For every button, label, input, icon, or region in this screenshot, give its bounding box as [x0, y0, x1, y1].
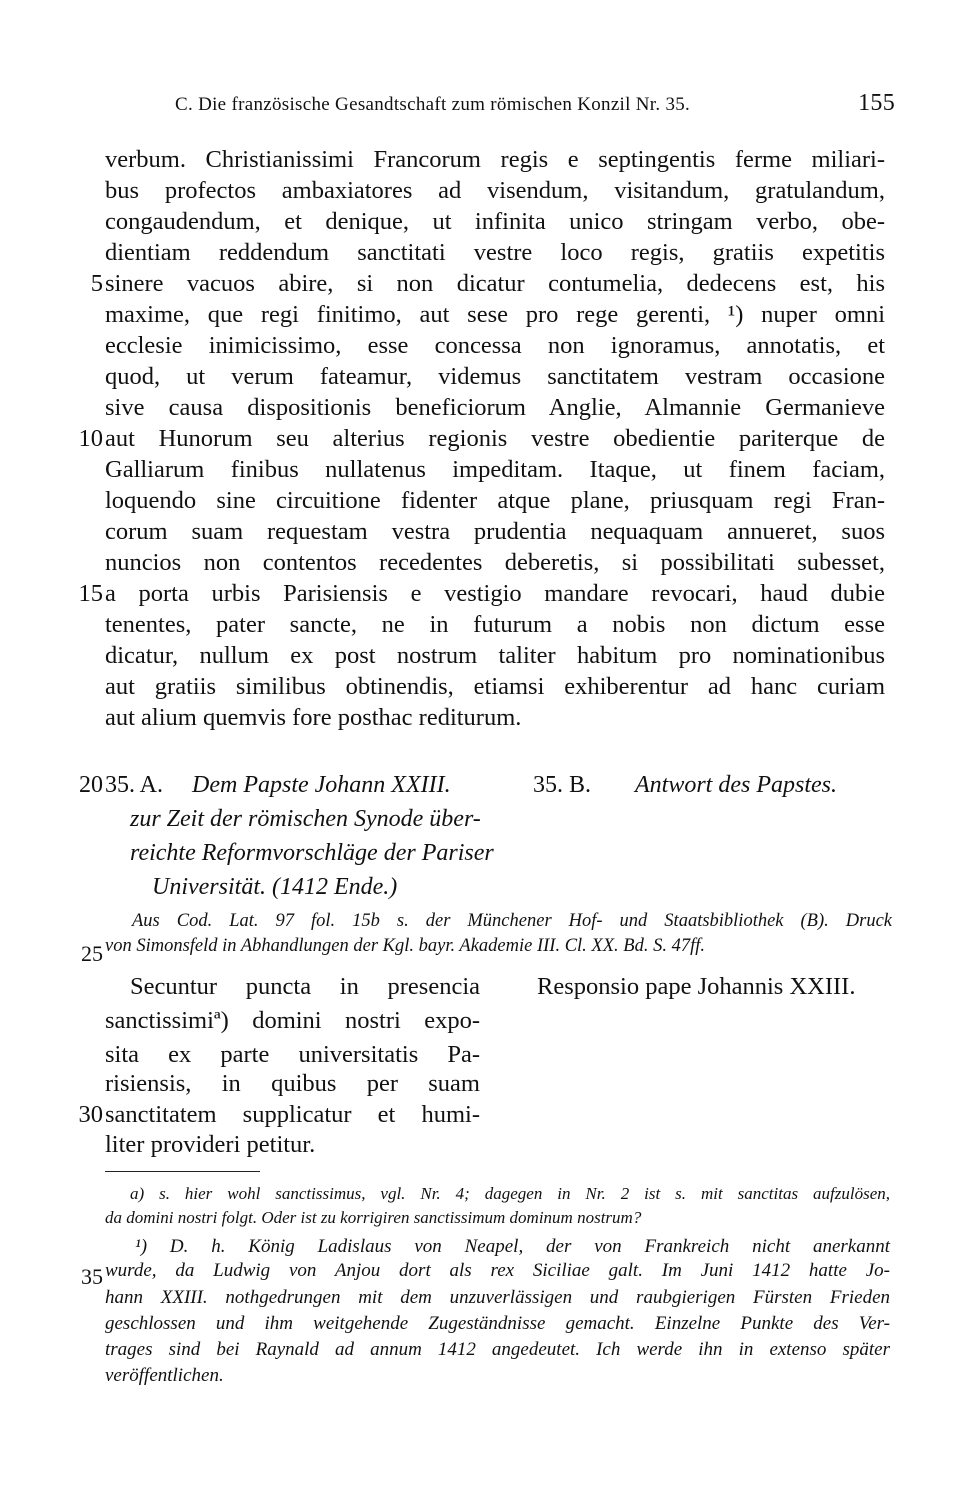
text-line: ecclesie inimicissimo, esse concessa non ignoramus, annotatis, et: [105, 332, 885, 359]
text-line: 15 a porta urbis Parisiensis e vestigio mandare revocari, haud dubie: [105, 580, 885, 608]
text-line: 10 aut Hunorum seu alterius regionis vestre obedientie pariterque de: [105, 425, 885, 453]
column-line: Secuntur puncta in presencia: [130, 973, 480, 1000]
footnote-line: ¹) D. h. König Ladislaus von Neapel, der von Frankreich nicht anerkannt: [135, 1236, 890, 1257]
text-line: loquendo sine circuitione fidenter atque plane, priusquam regi Fran-: [105, 487, 885, 514]
line-number: 20: [79, 772, 103, 798]
footnote-divider: [105, 1171, 260, 1172]
footnote-line: da domini nostri folgt. Oder ist zu korrigiren sanctissimum dominum nostrum?: [105, 1208, 642, 1227]
text-line: maxime, que regi finitimo, aut sese pro rege gerenti, ¹) nuper omni: [105, 301, 885, 328]
line-number: 10: [78, 425, 103, 452]
section-a-title-line: Dem Papste Johann XXIII.: [192, 772, 451, 798]
footnote-line: a) s. hier wohl sanctissimus, vgl. Nr. 4; dagegen in Nr. 2 ist s. mit sanctitas aufzulösen,: [130, 1184, 890, 1203]
line-number: 15: [78, 580, 103, 607]
text-line: dicatur, nullum ex post nostrum taliter habitum pro nominationibus: [105, 642, 885, 669]
text-line: aut alium quemvis fore posthac rediturum.: [105, 704, 522, 731]
section-a-title-line: Universität. (1412 Ende.): [152, 874, 398, 900]
column-line: sita ex parte universitatis Pa-: [105, 1041, 480, 1068]
text-line: quod, ut verum fateamur, videmus sanctitatem vestram occasione: [105, 363, 885, 390]
column-line: liter provideri petitur.: [105, 1131, 316, 1158]
source-line: Aus Cod. Lat. 97 fol. 15b s. der Münchener Hof- und Staatsbibliothek (B). Druck: [132, 911, 892, 931]
column-line: sanctissimiª) domini nostri expo-: [105, 1007, 480, 1034]
text-line: bus profectos ambaxiatores ad visendum, visitandum, gratulandum,: [105, 177, 885, 204]
right-column-text: Responsio pape Johannis XXIII.: [537, 973, 856, 1000]
text-line: sive causa dispositionis beneficiorum Anglie, Almannie Germanieve: [105, 394, 885, 421]
section-a-title-line: zur Zeit der römischen Synode über-: [130, 806, 481, 832]
text-line: dientiam reddendum sanctitati vestre loco regis, gratiis expetitis: [105, 239, 885, 266]
line-number: 25: [81, 941, 103, 966]
text-line: corum suam requestam vestra prudentia nequaquam annueret, suos: [105, 518, 885, 545]
line-number: 30: [78, 1101, 103, 1128]
section-a-title-line: reichte Reformvorschläge der Pariser: [130, 840, 494, 866]
footnote-line: wurde, da Ludwig von Anjou dort als rex Siciliae galt. Im Juni 1412 hatte Jo-: [105, 1260, 890, 1281]
running-header: [175, 90, 895, 116]
footnote-line: hann XXIII. nothgedrungen mit dem unzuverlässigen und raubgierigen Fürsten Frieden: [105, 1287, 890, 1308]
footnote-line: geschlossen und ihm weitgehende Zugeständnisse gemacht. Einzelne Punkte des Ver-: [105, 1313, 890, 1334]
text-line: verbum. Christianissimi Francorum regis e septingentis ferme miliari-: [105, 146, 885, 173]
text-line: congaudendum, et denique, ut infinita unico stringam verbo, obe-: [105, 208, 885, 235]
line-number: 35: [81, 1264, 103, 1289]
text-line: aut gratiis similibus obtinendis, etiamsi exhiberentur ad hanc curiam: [105, 673, 885, 700]
page-number: 155: [858, 90, 895, 116]
section-b-number: 35. B.: [533, 772, 592, 798]
text-line: 5 sinere vacuos abire, si non dicatur contumelia, dedecens est, his: [105, 270, 885, 298]
column-line: risiensis, in quibus per suam: [105, 1070, 480, 1097]
footnote-line: trages sind bei Raynald ad annum 1412 angedeutet. Ich werde ihn in extenso später: [105, 1339, 890, 1360]
column-line: 30 sanctitatem supplicatur et humi-: [105, 1101, 480, 1129]
footnote-line: veröffentlichen.: [105, 1365, 224, 1386]
source-line: von Simonsfeld in Abhandlungen der Kgl. bayr. Akademie III. Cl. XX. Bd. S. 47ff.: [105, 936, 705, 956]
section-b-title: Antwort des Papstes.: [635, 772, 837, 798]
section-a-number: 35. A.: [105, 772, 164, 798]
text-line: tenentes, pater sancte, ne in futurum a nobis non dictum esse: [105, 611, 885, 638]
running-title: C. Die französische Gesandtschaft zum römischen Konzil Nr. 35.: [175, 94, 691, 115]
text-line: Galliarum finibus nullatenus impeditam. Itaque, ut finem faciam,: [105, 456, 885, 483]
line-number: 5: [90, 270, 103, 297]
text-line: nuncios non contentos recedentes deberetis, si possibilitati subesset,: [105, 549, 885, 576]
